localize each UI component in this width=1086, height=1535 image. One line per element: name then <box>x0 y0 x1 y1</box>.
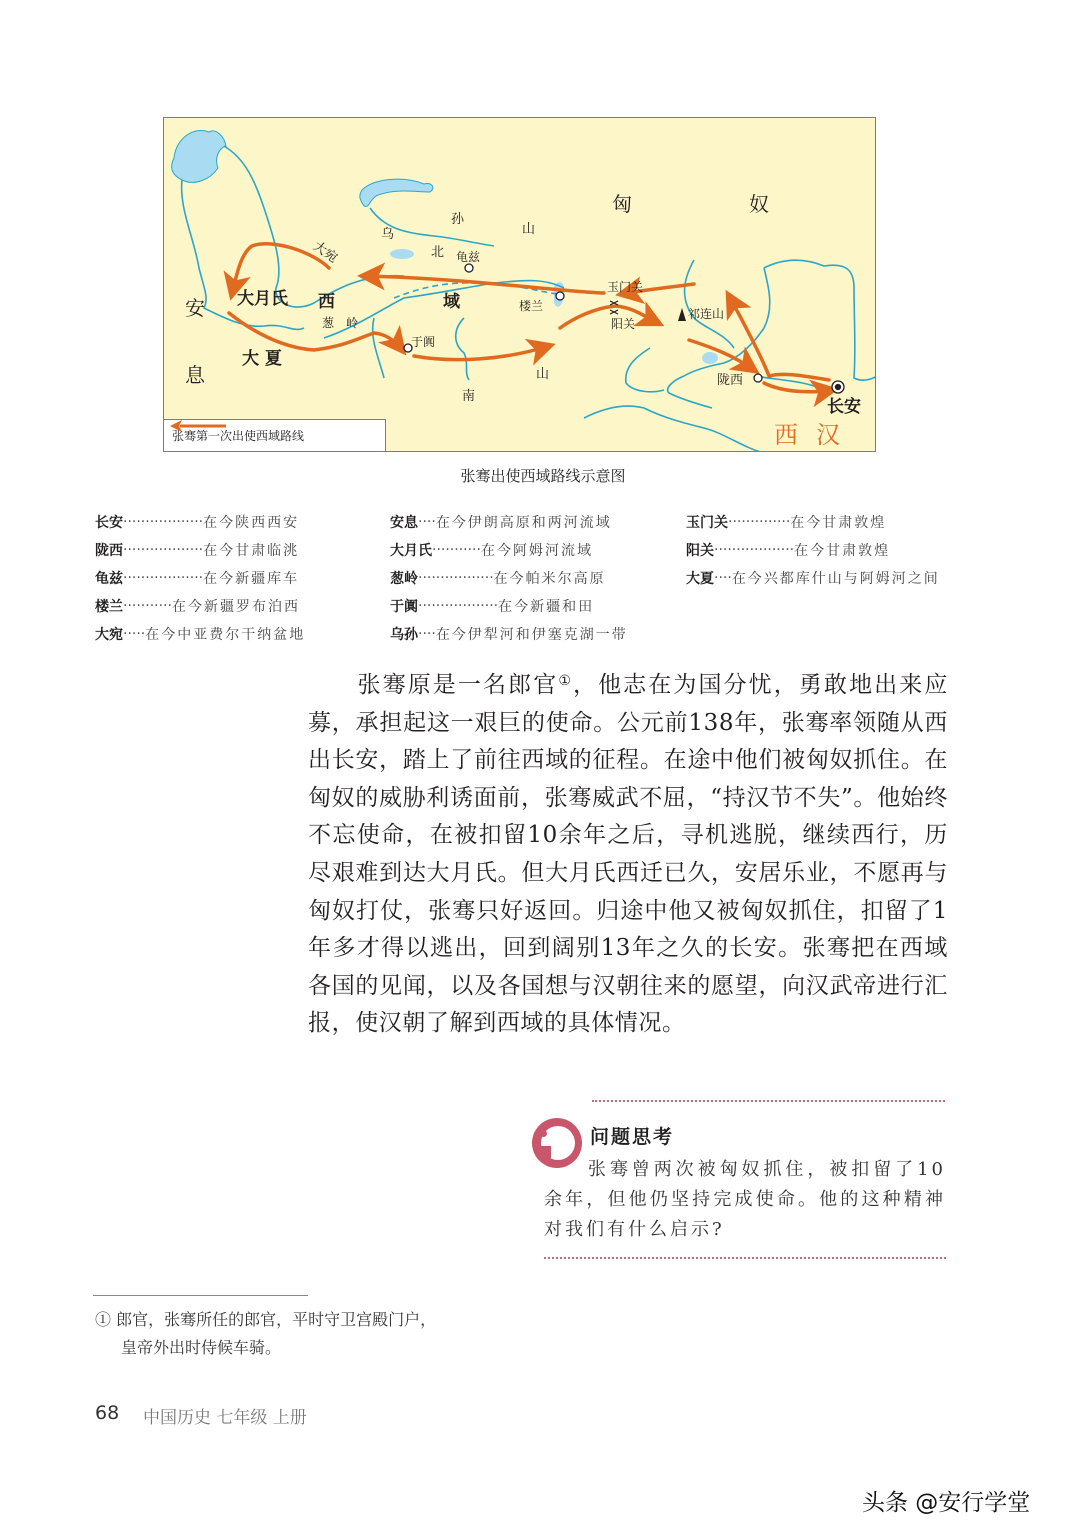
paragraph-text-rest: ，他志在为国分忧，勇敢地出来应募，承担起这一艰巨的使命。公元前138年，张骞率领随从西出长安，踏上了前往西域的征程。在途中他们被匈奴抓住。在匈奴的威胁利诱面前，张骞威武不屈，“持汉节不失”。他始终不忘使命，在被扣留10余年之后，寻机逃脱，继续西行，历尽艰难到达大月氏。但大月氏西迁已久，安居乐业，不愿再与匈奴打仗，张骞只好返回。归途中他又被匈奴抓住，扣留了1年多才得以逃出，回到阔别13年之久的长安。张骞把在西域各国的见闻，以及各国想与汉朝往来的愿望，向汉武帝进行汇报，使汉朝了解到西域的具体情况。 <box>308 672 948 1037</box>
map-legend <box>164 419 386 451</box>
label-yu: 域 <box>443 292 460 312</box>
glossary-item <box>686 536 940 564</box>
label-yangguan: 阳关 <box>611 317 636 331</box>
glossary-item <box>390 536 628 564</box>
glossary-def: 在今新疆库车 <box>203 571 300 587</box>
glossary-def: 在今甘肃敦煌 <box>794 543 891 559</box>
glossary-item <box>95 508 305 536</box>
glossary-item <box>95 536 305 564</box>
glossary-col-3 <box>686 508 940 592</box>
route-yumen-to-dawan <box>364 276 604 293</box>
glossary-dots: ··········· <box>432 542 481 558</box>
map-graphics <box>164 118 876 452</box>
footnote-rule <box>93 1295 308 1296</box>
glossary-term: 龟兹 <box>95 571 123 587</box>
aral-sea <box>172 130 226 182</box>
glossary-term: 阳关 <box>686 543 714 559</box>
river-khotan <box>373 318 384 378</box>
glossary-dots: ·············· <box>728 514 791 530</box>
label-wusun-1: 乌 <box>381 227 395 242</box>
glossary-term: 楼兰 <box>95 599 123 615</box>
glossary-item <box>95 564 305 592</box>
route-dayuezhi-to-yutian <box>229 313 402 350</box>
route-to-yangguan <box>560 306 658 331</box>
glossary-dots: ·················· <box>123 542 204 558</box>
yangguan-icon <box>610 310 618 314</box>
page-number: 68 <box>95 1402 120 1424</box>
route-arrow-icon <box>170 420 226 432</box>
longxi-marker <box>754 374 762 382</box>
label-north-shan: 山 <box>522 222 536 237</box>
glossary-dots: ··········· <box>123 598 172 614</box>
glossary-col-2 <box>390 508 628 648</box>
map-caption: 张骞出使西域路线示意图 <box>460 467 626 485</box>
glossary-def: 在今新疆罗布泊西 <box>171 599 300 615</box>
glossary-def: 在今甘肃临洮 <box>203 543 300 559</box>
glossary-dots: ·················· <box>418 598 499 614</box>
label-xi: 西 <box>318 292 335 312</box>
glossary-term: 安息 <box>390 515 418 531</box>
main-paragraph <box>308 667 948 1043</box>
label-qiuci: 龟兹 <box>456 250 481 264</box>
glossary-dots: ·················· <box>123 514 204 530</box>
river-syr <box>224 146 404 307</box>
route-map <box>163 117 876 452</box>
question-box-text: 张骞曾两次被匈奴抓住，被扣留了10余年，但他仍坚持完成使命。他的这种精神对我们有什么启示? <box>544 1159 946 1240</box>
glossary-item <box>390 592 628 620</box>
glossary-def: 在今阿姆河流域 <box>480 543 593 559</box>
label-changan: 长安 <box>827 397 861 417</box>
glossary-term: 葱岭 <box>390 571 418 587</box>
glossary-def: 在今伊犁河和伊塞克湖一带 <box>435 627 628 643</box>
footnote <box>95 1306 436 1362</box>
glossary-def: 在今兴都库什山与阿姆河之间 <box>731 571 940 587</box>
route-changan-to-longxi <box>729 296 829 380</box>
route-longxi-to-changan <box>764 383 832 392</box>
glossary-term: 于阗 <box>390 599 418 615</box>
river-yangtze <box>584 406 764 452</box>
glossary-dots: ···· <box>714 570 732 586</box>
footnote-line-2: 皇帝外出时侍候车骑。 <box>121 1338 282 1357</box>
glossary-dots: ·················· <box>123 570 204 586</box>
glossary-term: 乌孙 <box>390 627 418 643</box>
qiuci-marker <box>465 264 473 272</box>
glossary-dots: ···· <box>418 514 436 530</box>
footnote-line-1: 郎官，张骞所任的郎官，平时守卫宫殿门户， <box>116 1310 437 1329</box>
river-hexi <box>685 260 734 348</box>
glossary-def: 在今甘肃敦煌 <box>790 515 887 531</box>
label-south-shan: 山 <box>536 367 550 382</box>
glossary-def: 在今中亚费尔干纳盆地 <box>145 627 306 643</box>
qilianshan-icon <box>678 308 686 321</box>
label-xihan: 西汉 <box>774 421 858 449</box>
glossary-item <box>390 564 628 592</box>
legend-label: 张骞第一次出使西域路线 <box>172 429 305 443</box>
glossary-col-1 <box>95 508 305 648</box>
river-han <box>626 348 664 392</box>
question-box <box>530 1100 946 1240</box>
label-yutian: 于阗 <box>411 335 436 349</box>
label-loulan: 楼兰 <box>519 299 544 313</box>
label-yumenguan: 玉门关 <box>607 280 644 294</box>
label-dawan: 大宛 <box>310 238 340 267</box>
glossary-term: 大月氏 <box>390 543 432 559</box>
label-qilianshan: 祁连山 <box>688 307 725 321</box>
label-xiongnu-1: 匈 <box>612 192 632 216</box>
glossary-def: 在今帕米尔高原 <box>493 571 606 587</box>
lake-issykkul <box>390 249 414 259</box>
bottom-dotted-divider <box>544 1257 946 1259</box>
glossary-dots: ····· <box>123 626 146 642</box>
glossary-item <box>95 592 305 620</box>
glossary-item <box>686 508 940 536</box>
glossary-term: 玉门关 <box>686 515 728 531</box>
footnote-marker: ① <box>95 1310 112 1329</box>
glossary-def: 在今伊朗高原和两河流域 <box>435 515 612 531</box>
top-dotted-divider <box>592 1100 945 1102</box>
glossary-dots: ················· <box>418 570 494 586</box>
lake-balkhash <box>360 179 433 206</box>
glossary-dots: ···· <box>418 626 436 642</box>
glossary-item <box>390 508 628 536</box>
label-bei: 北 <box>431 245 445 260</box>
glossary-term: 大宛 <box>95 627 123 643</box>
label-longxi: 陇西 <box>717 373 744 388</box>
river-south <box>456 318 469 380</box>
glossary-def: 在今陕西西安 <box>203 515 300 531</box>
glossary-term: 大夏 <box>686 571 714 587</box>
label-anxi-1: 安 <box>185 296 205 320</box>
loulan-marker <box>556 292 564 300</box>
label-daxia: 大 夏 <box>242 349 282 369</box>
glossary-item <box>95 620 305 648</box>
glossary-dots: ·················· <box>714 542 795 558</box>
watermark: 头条 @安行学堂 <box>862 1490 1031 1516</box>
footnote-ref[interactable]: ① <box>558 673 573 689</box>
label-nan: 南 <box>462 389 476 404</box>
glossary-item <box>686 564 940 592</box>
glossary-term: 陇西 <box>95 543 123 559</box>
question-box-title: 问题思考 <box>590 1126 675 1148</box>
route-qilian-to-longxi <box>689 340 754 370</box>
label-wusun-2: 孙 <box>451 212 465 227</box>
label-congling: 葱 岭 <box>322 316 359 330</box>
book-title: 中国历史 七年级 上册 <box>143 1408 307 1428</box>
glossary-term: 长安 <box>95 515 123 531</box>
label-xiongnu-2: 奴 <box>749 192 769 216</box>
paragraph-text-start: 张骞原是一名郎官 <box>356 672 559 698</box>
label-dayuezhi: 大月氏 <box>237 289 288 309</box>
glossary-item <box>390 620 628 648</box>
label-anxi-2: 息 <box>185 363 205 387</box>
yumenguan-icon <box>610 301 618 305</box>
glossary-def: 在今新疆和田 <box>498 599 595 615</box>
